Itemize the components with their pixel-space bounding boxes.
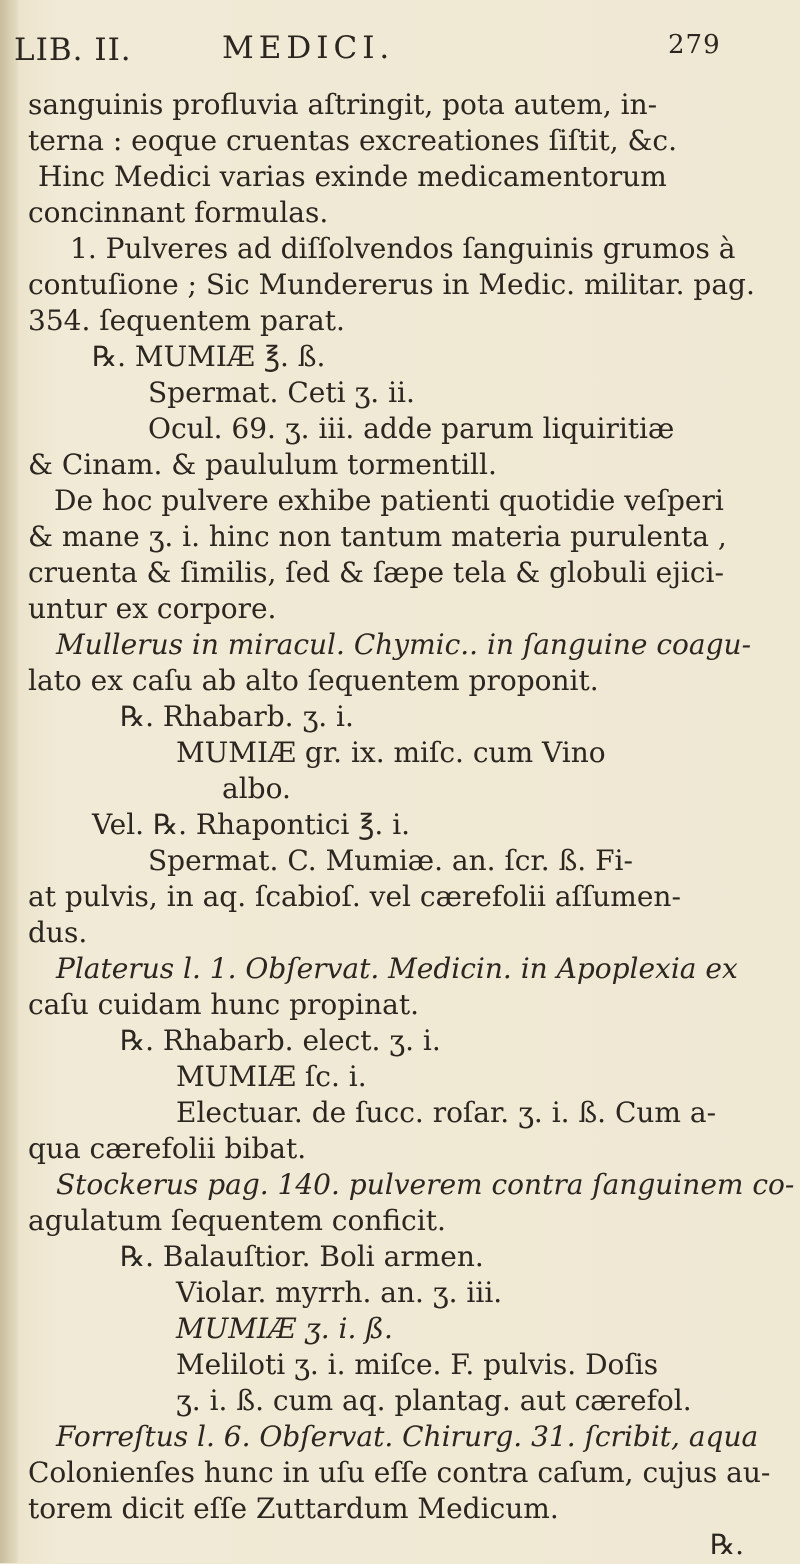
page-number: 279 [668,30,721,60]
text-line: sanguinis profluvia aſtringit, pota autem, in- [28,88,658,121]
text-line: agulatum ſequentem conficit. [28,1204,446,1237]
recipe-line: albo. [222,772,291,805]
recipe-line: Spermat. C. Mumiæ. an. ſcr. ß. Fi- [148,844,633,877]
text-line: terna : eoque cruentas excreationes ſiſtit, &c. [28,124,678,157]
text-line: Platerus l. 1. Obſervat. Medicin. in Apoplexia ex [56,952,738,985]
recipe-line: MUMIÆ gr. ix. miſc. cum Vino [176,736,606,769]
recipe-line: ℞. Rhabarb. ʒ. i. [120,700,354,733]
text-line: contuſione ; Sic Mundererus in Medic. militar. pag. [28,268,755,301]
recipe-line: Electuar. de ſucc. roſar. ʒ. i. ß. Cum a- [176,1096,717,1129]
text-line: concinnant formulas. [28,196,329,229]
text-line: at pulvis, in aq. ſcabioſ. vel cærefolii aſſumen- [28,880,681,913]
text-line: Hinc Medici varias exinde medicamentorum [38,160,667,193]
book-number: LIB. II. [14,32,132,68]
text-line: cruenta & ſimilis, ſed & ſæpe tela & globuli ejici- [28,556,724,589]
recipe-line: MUMIÆ ʒ. i. ß. [176,1312,393,1345]
recipe-line: ℞. Balauſtior. Boli armen. [120,1240,484,1273]
text-line: 354. ſequentem parat. [28,304,345,337]
recipe-line: Meliloti ʒ. i. miſce. F. pulvis. Doſis [176,1348,659,1381]
text-line: Colonienſes hunc in uſu eſſe contra caſum, cujus au- [28,1456,771,1489]
text-line: Stockerus pag. 140. pulverem contra ſanguinem co- [56,1168,795,1201]
text-line: 1. Pulveres ad diſſolvendos ſanguinis grumos à [70,232,736,265]
recipe-line: ℞. MUMIÆ ℥. ß. [92,340,326,373]
text-line: torem dicit eſſe Zuttardum Medicum. [28,1492,559,1525]
text-line: lato ex caſu ab alto ſequentem proponit. [28,664,599,697]
running-title: MEDICI. [222,30,395,66]
text-line: Forreſtus l. 6. Obſervat. Chirurg. 31. ſcribit, aqua [56,1420,759,1453]
recipe-line: Spermat. Ceti ʒ. ii. [148,376,415,409]
text-line: & Cinam. & paululum tormentill. [28,448,497,481]
text-line: untur ex corpore. [28,592,277,625]
text-line: qua cærefolii bibat. [28,1132,307,1165]
running-header [0,22,800,72]
recipe-line: Violar. myrrh. an. ʒ. iii. [176,1276,503,1309]
page-gutter [0,0,18,1563]
recipe-line: Vel. ℞. Rhapontici ℥. i. [92,808,411,841]
text-line: caſu cuidam hunc propinat. [28,988,420,1021]
text-line: & mane ʒ. i. hinc non tantum materia purulenta , [28,520,727,553]
recipe-line: Ocul. 69. ʒ. iii. adde parum liquiritiæ [148,412,675,445]
recipe-line: ℞. Rhabarb. elect. ʒ. i. [120,1024,441,1057]
text-line: dus. [28,916,88,949]
recipe-line: MUMIÆ ſc. i. [176,1060,367,1093]
text-line: Mullerus in miracul. Chymic.. in ſanguine coagu- [56,628,752,661]
text-line: De hoc pulvere exhibe patienti quotidie veſperi [54,484,724,517]
recipe-line: ʒ. i. ß. cum aq. plantag. aut cærefol. [176,1384,692,1417]
catchword: ℞. [710,1528,745,1561]
